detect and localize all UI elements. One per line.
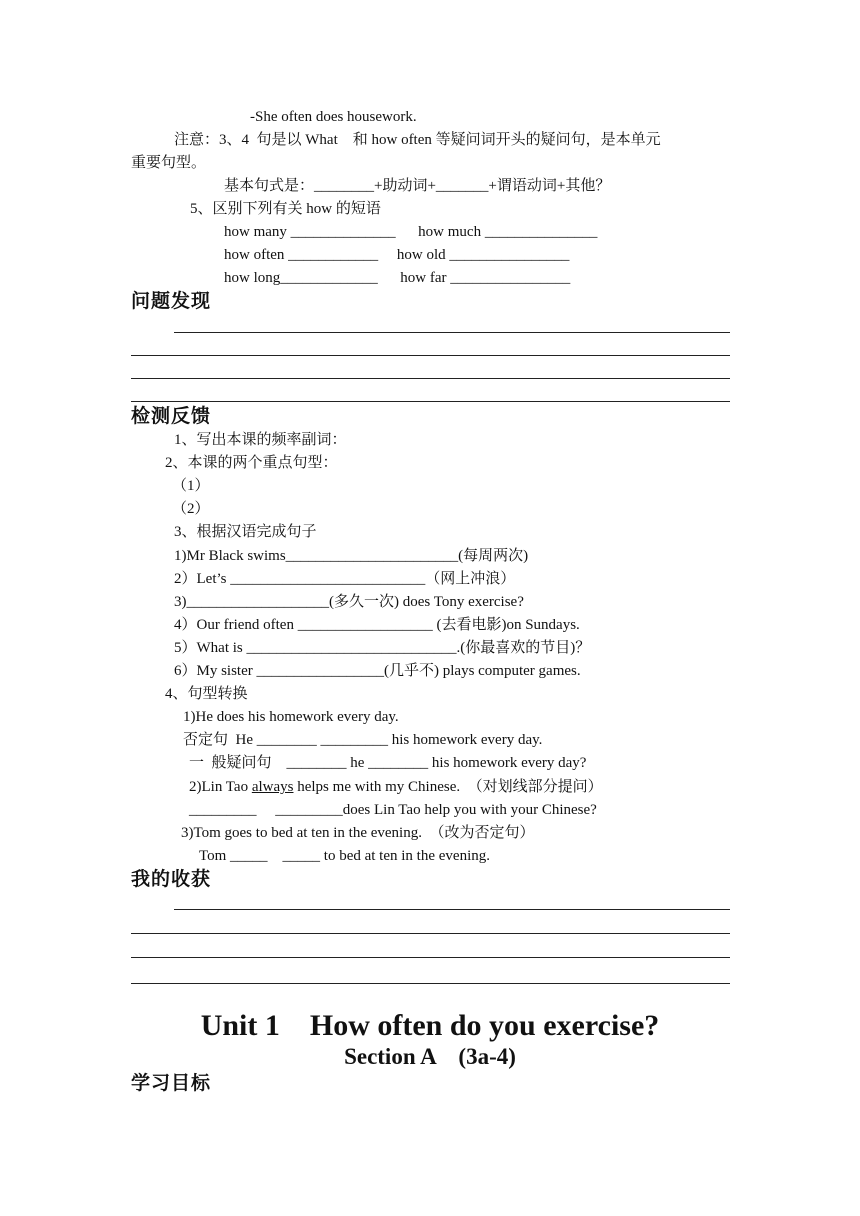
- note-line-1: 注意：3、4 句是以 What 和 how often 等疑问词开头的疑问句，是本单元: [174, 132, 661, 148]
- sentence-1: 1)Mr Black swims_______________________(每周两次): [174, 548, 529, 564]
- section-title: Section A (3a-4): [344, 1044, 516, 1069]
- answer-line: [174, 909, 730, 910]
- phrase-row-1: how many ______________ how much _______________: [224, 224, 598, 240]
- transform-1-question: 一 般疑问句 ________ he ________ his homework every day?: [189, 755, 587, 771]
- question-2-part-1: （1）: [172, 478, 210, 494]
- sentence-4: 4）Our friend often __________________ (去看电影)on Sundays.: [174, 617, 580, 633]
- unit-title: Unit 1 How often do you exercise?: [200, 1009, 660, 1042]
- answer-line: [131, 401, 730, 402]
- phrase-row-3: how long_____________ how far ________________: [224, 270, 571, 286]
- answer-line: [131, 957, 730, 958]
- sentence-2: 2）Let’s __________________________（网上冲浪）: [174, 571, 516, 587]
- answer-line: [131, 355, 730, 356]
- question-1: 1、写出本课的频率副词：: [174, 432, 347, 448]
- sentence-3: 3)___________________(多久一次) does Tony exercise?: [174, 594, 524, 610]
- answer-line: [131, 983, 730, 984]
- transform-2-start: 2)Lin Tao: [189, 779, 252, 795]
- transform-2: [189, 778, 603, 796]
- check-heading: 检测反馈: [131, 405, 212, 427]
- answer-line: [131, 378, 730, 379]
- question-4: 4、句型转换: [165, 686, 248, 702]
- question-3: 3、根据汉语完成句子: [174, 524, 317, 540]
- question-2: 2、本课的两个重点句型：: [165, 455, 338, 471]
- transform-3: 3)Tom goes to bed at ten in the evening. （改为否定句）: [181, 825, 535, 841]
- problem-heading: 问题发现: [131, 290, 212, 312]
- underlined-word: always: [251, 779, 294, 795]
- item-5-heading: 5、区别下列有关 how 的短语: [190, 201, 381, 217]
- sentence-5: 5）What is ____________________________.(你最喜欢的节目)？: [174, 640, 591, 656]
- example-answer: -She often does housework.: [250, 109, 417, 125]
- transform-2-end: helps me with my Chinese. （对划线部分提问）: [293, 779, 603, 795]
- sentence-6: 6）My sister _________________(几乎不) plays computer games.: [174, 663, 581, 679]
- note-line-2: 重要句型。: [131, 155, 207, 171]
- objectives-heading: 学习目标: [131, 1072, 212, 1094]
- harvest-heading: 我的收获: [131, 868, 212, 890]
- transform-1: 1)He does his homework every day.: [183, 709, 399, 725]
- basic-pattern: 基本句式是：________+助动词+_______+谓语动词+其他？: [224, 178, 611, 194]
- question-2-part-2: （2）: [172, 501, 210, 517]
- phrase-row-2: how often ____________ how old ________________: [224, 247, 570, 263]
- answer-line: [131, 933, 730, 934]
- answer-line: [174, 332, 730, 333]
- transform-2-answer: _________ _________does Lin Tao help you with your Chinese?: [189, 802, 597, 818]
- transform-3-answer: Tom _____ _____ to bed at ten in the evening.: [199, 848, 490, 864]
- transform-1-negative: 否定句 He ________ _________ his homework every day.: [183, 732, 543, 748]
